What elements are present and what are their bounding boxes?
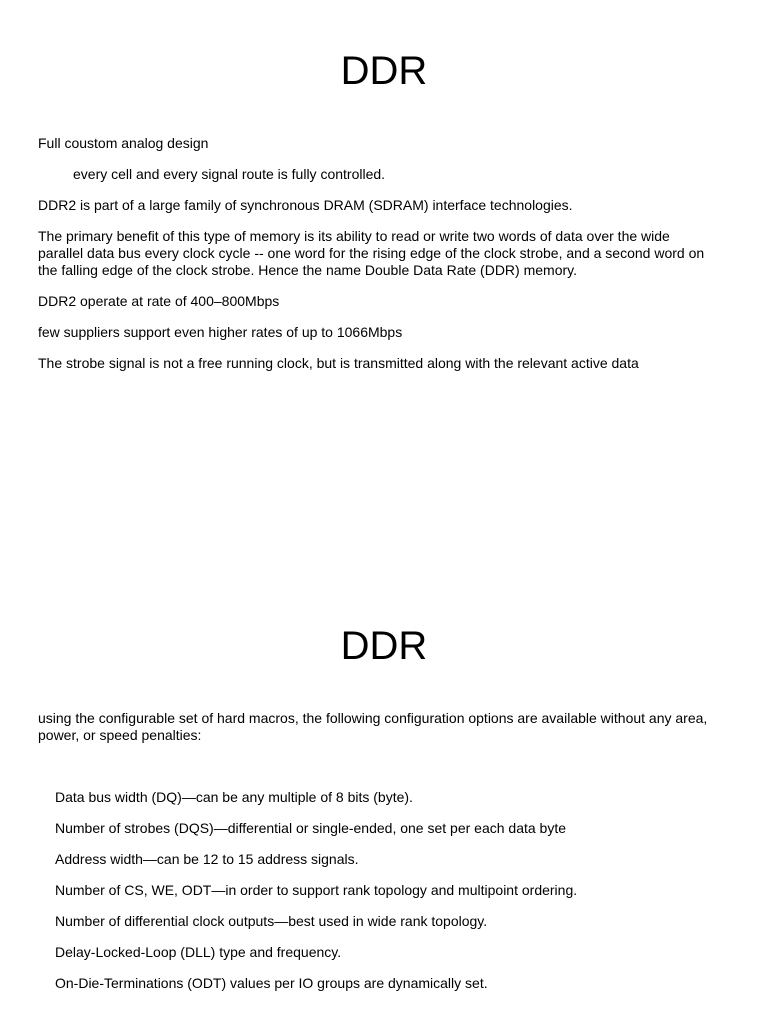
list-item: Data bus width (DQ)—can be any multiple of 8 bits (byte).	[55, 789, 413, 805]
paragraph: Full coustom analog design	[38, 135, 209, 151]
slide-body	[38, 710, 713, 1006]
paragraph: few suppliers support even higher rates of up to 1066Mbps	[38, 324, 403, 340]
list-item: Address width—can be 12 to 15 address signals.	[55, 851, 359, 867]
slide-2	[0, 575, 768, 1024]
paragraph: DDR2 operate at rate of 400–800Mbps	[38, 293, 280, 309]
list-item: Number of CS, WE, ODT—in order to support rank topology and multipoint ordering.	[55, 882, 578, 898]
slide-title: DDR	[340, 624, 428, 668]
paragraph: DDR2 is part of a large family of synchronous DRAM (SDRAM) interface technologies.	[38, 197, 573, 213]
list-item: Number of strobes (DQS)—differential or single-ended, one set per each data byte	[55, 820, 567, 836]
slide-title: DDR	[340, 49, 428, 93]
paragraph: The primary benefit of this type of memory is its ability to read or write two words of data over the wide parallel data bus every clock cycle -- one word for the rising edge of the clock strobe, and a second word on the falling edge of the clock strobe. Hence the name Double Data Rate (DDR) memory.	[38, 228, 705, 278]
paragraph: The strobe signal is not a free running clock, but is transmitted along with the relevant active data	[38, 355, 639, 371]
list-item: On-Die-Terminations (ODT) values per IO groups are dynamically set.	[55, 975, 488, 991]
list-item: Delay-Locked-Loop (DLL) type and frequency.	[55, 944, 342, 960]
slide-body	[38, 135, 713, 386]
list-item: Number of differential clock outputs—best used in wide rank topology.	[55, 913, 488, 929]
paragraph-indented: every cell and every signal route is fully controlled.	[73, 166, 386, 182]
intro-paragraph: using the configurable set of hard macros, the following configuration options are available without any area, power, or speed penalties:	[38, 710, 708, 743]
